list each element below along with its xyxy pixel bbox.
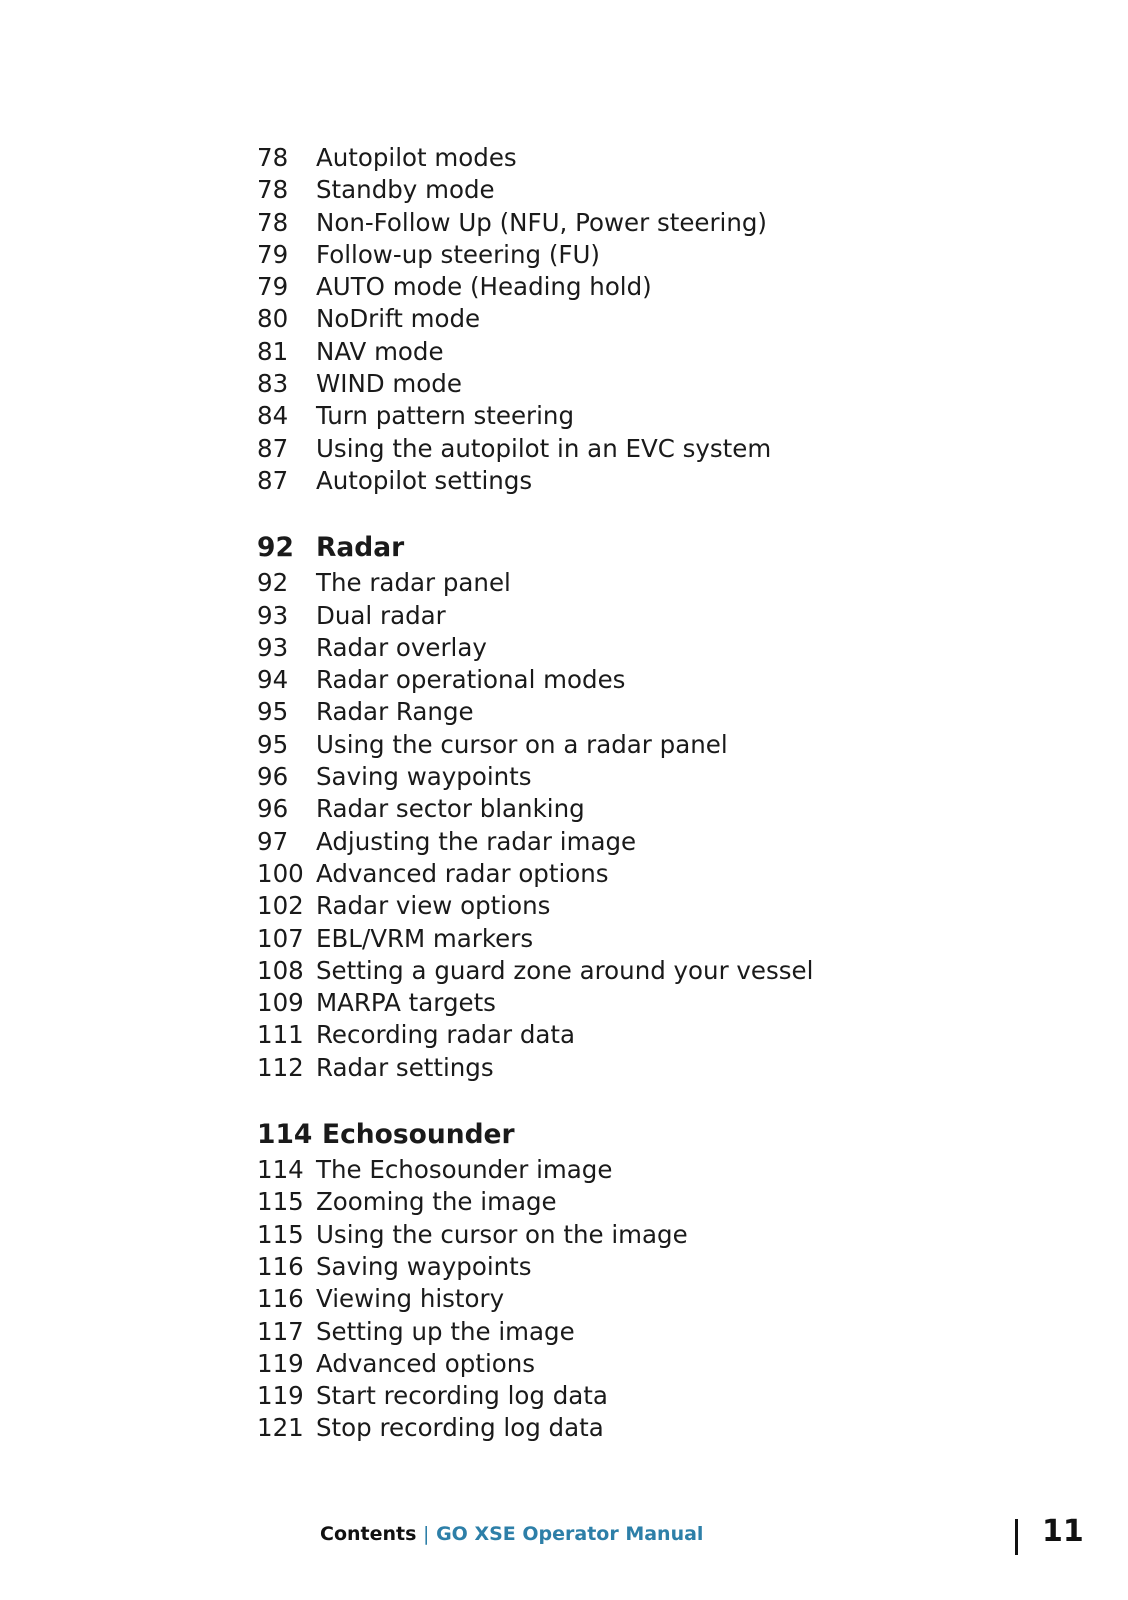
footer-separator: | bbox=[423, 1523, 430, 1545]
toc-entry-page: 109 bbox=[257, 988, 304, 1018]
toc-entry-page: 108 bbox=[257, 955, 304, 985]
toc-entry-title: Standby mode bbox=[316, 175, 495, 205]
toc-entry-page: 97 bbox=[257, 826, 289, 856]
toc-entry-title: Recording radar data bbox=[316, 1020, 576, 1050]
toc-entry[interactable] bbox=[257, 433, 897, 465]
page-number: 11 bbox=[1042, 1514, 1084, 1549]
toc-entry[interactable] bbox=[257, 632, 897, 664]
toc-entry-page: 93 bbox=[257, 632, 289, 662]
toc-entry-page: 95 bbox=[257, 697, 289, 727]
toc-entry-title: Turn pattern steering bbox=[316, 401, 575, 431]
toc-entry-title: Saving waypoints bbox=[316, 1251, 532, 1281]
toc-entry-page: 94 bbox=[257, 665, 289, 695]
toc-entry-title: Radar operational modes bbox=[316, 665, 626, 695]
toc-entry[interactable] bbox=[257, 1052, 897, 1084]
toc-entry[interactable] bbox=[257, 465, 897, 497]
toc-entry-page: 119 bbox=[257, 1381, 304, 1411]
toc-entry-page: 80 bbox=[257, 304, 289, 334]
toc-entry-title: Start recording log data bbox=[316, 1381, 608, 1411]
toc-entry[interactable] bbox=[257, 955, 897, 987]
toc-entry[interactable] bbox=[257, 1283, 897, 1315]
toc-entry[interactable] bbox=[257, 239, 897, 271]
toc-entry-title: AUTO mode (Heading hold) bbox=[316, 272, 652, 302]
toc-entry-title: Using the cursor on the image bbox=[316, 1219, 688, 1249]
toc-entry[interactable] bbox=[257, 696, 897, 728]
toc-entry[interactable] bbox=[257, 1019, 897, 1051]
toc-entry-title: Adjusting the radar image bbox=[316, 826, 637, 856]
toc-entry[interactable] bbox=[257, 336, 897, 368]
toc-entry[interactable] bbox=[257, 890, 897, 922]
toc-entry-title: Radar settings bbox=[316, 1052, 494, 1082]
toc-entry[interactable] bbox=[257, 142, 897, 174]
toc-entry-title: Follow-up steering (FU) bbox=[316, 239, 600, 269]
toc-entry-page: 117 bbox=[257, 1316, 304, 1346]
toc-entry-title: Autopilot settings bbox=[316, 465, 533, 495]
toc-entry-page: 111 bbox=[257, 1020, 304, 1050]
section-heading-title: Radar bbox=[316, 532, 405, 564]
toc-entry[interactable] bbox=[257, 826, 897, 858]
toc-entry-page: 112 bbox=[257, 1052, 304, 1082]
toc-entry[interactable] bbox=[257, 987, 897, 1019]
toc-entry-page: 79 bbox=[257, 239, 289, 269]
toc-entry-page: 115 bbox=[257, 1219, 304, 1249]
toc-entry[interactable] bbox=[257, 271, 897, 303]
toc-entry-title: EBL/VRM markers bbox=[316, 923, 534, 953]
toc-entry-title: Using the autopilot in an EVC system bbox=[316, 433, 772, 463]
toc-entry-title: Advanced radar options bbox=[316, 858, 609, 888]
toc-entry[interactable] bbox=[257, 600, 897, 632]
toc-entry[interactable] bbox=[257, 1380, 897, 1412]
toc-entry[interactable] bbox=[257, 729, 897, 761]
footer-label: Contents bbox=[320, 1523, 417, 1545]
toc-entry-page: 87 bbox=[257, 433, 289, 463]
toc-entry[interactable] bbox=[257, 664, 897, 696]
toc-entry-page: 121 bbox=[257, 1413, 304, 1443]
toc-entry-title: NoDrift mode bbox=[316, 304, 481, 334]
toc-entry-title: The Echosounder image bbox=[316, 1155, 613, 1185]
toc-entry[interactable] bbox=[257, 1186, 897, 1218]
toc-entry-title: Autopilot modes bbox=[316, 143, 517, 172]
toc-entry-page: 96 bbox=[257, 762, 289, 792]
toc-entry-title: NAV mode bbox=[316, 336, 444, 366]
section-heading-title: Echosounder bbox=[322, 1119, 515, 1151]
toc-entry-title: Advanced options bbox=[316, 1348, 536, 1378]
toc-entry[interactable] bbox=[257, 174, 897, 206]
toc-entry[interactable] bbox=[257, 858, 897, 890]
toc-section bbox=[257, 1116, 897, 1445]
toc-entry-page: 84 bbox=[257, 401, 289, 431]
page-footer bbox=[320, 1523, 703, 1545]
toc-entry-page: 116 bbox=[257, 1284, 304, 1314]
toc-entry-page: 92 bbox=[257, 568, 289, 598]
toc-entry-page: 116 bbox=[257, 1251, 304, 1281]
toc-entry-page: 100 bbox=[257, 858, 304, 888]
toc-entry[interactable] bbox=[257, 1154, 897, 1186]
toc-entry-page: 81 bbox=[257, 336, 289, 366]
toc-entry-page: 78 bbox=[257, 143, 289, 172]
page-number-divider bbox=[1015, 1519, 1018, 1555]
toc-entry[interactable] bbox=[257, 1348, 897, 1380]
toc-entry[interactable] bbox=[257, 923, 897, 955]
toc-entry-title: Radar overlay bbox=[316, 632, 487, 662]
toc-entry-title: Radar sector blanking bbox=[316, 794, 585, 824]
section-heading-page: 92 bbox=[257, 532, 294, 564]
toc-entry[interactable] bbox=[257, 1251, 897, 1283]
toc-entry-page: 96 bbox=[257, 794, 289, 824]
toc-entry-page: 78 bbox=[257, 175, 289, 205]
toc-entry-page: 107 bbox=[257, 923, 304, 953]
section-heading[interactable] bbox=[257, 1116, 897, 1154]
toc-section bbox=[257, 529, 897, 1084]
toc-entry-title: Dual radar bbox=[316, 600, 446, 630]
toc-entry-title: Saving waypoints bbox=[316, 762, 532, 792]
toc-entry-title: The radar panel bbox=[316, 568, 511, 598]
toc-entry-page: 79 bbox=[257, 272, 289, 302]
toc-entry-page: 119 bbox=[257, 1348, 304, 1378]
toc-entry-page: 93 bbox=[257, 600, 289, 630]
toc-entry[interactable] bbox=[257, 400, 897, 432]
toc-entry[interactable] bbox=[257, 793, 897, 825]
footer-manual-title: GO XSE Operator Manual bbox=[436, 1523, 704, 1545]
toc-entry[interactable] bbox=[257, 368, 897, 400]
toc-entry-page: 87 bbox=[257, 465, 289, 495]
toc-entry-page: 78 bbox=[257, 207, 289, 237]
toc-entry[interactable] bbox=[257, 207, 897, 239]
toc-entry-title: Non-Follow Up (NFU, Power steering) bbox=[316, 207, 767, 237]
toc-entry-title: Setting up the image bbox=[316, 1316, 575, 1346]
toc-section bbox=[257, 142, 897, 497]
toc-entry-page: 114 bbox=[257, 1155, 304, 1185]
toc-entry[interactable] bbox=[257, 1219, 897, 1251]
toc-entry[interactable] bbox=[257, 303, 897, 335]
section-heading[interactable] bbox=[257, 529, 897, 567]
toc-entry[interactable] bbox=[257, 1316, 897, 1348]
toc-entry-page: 83 bbox=[257, 369, 289, 399]
toc-entry-title: Radar Range bbox=[316, 697, 474, 727]
section-heading-page: 114 bbox=[257, 1119, 313, 1151]
toc-entry-title: Viewing history bbox=[316, 1284, 505, 1314]
table-of-contents bbox=[257, 142, 897, 1445]
toc-entry-title: Zooming the image bbox=[316, 1187, 557, 1217]
toc-entry-page: 115 bbox=[257, 1187, 304, 1217]
toc-entry-title: Setting a guard zone around your vessel bbox=[316, 955, 814, 985]
toc-entry[interactable] bbox=[257, 761, 897, 793]
toc-entry-title: Stop recording log data bbox=[316, 1413, 604, 1443]
toc-entry[interactable] bbox=[257, 1412, 897, 1444]
toc-entry-title: Radar view options bbox=[316, 891, 551, 921]
toc-entry-title: Using the cursor on a radar panel bbox=[316, 729, 728, 759]
toc-entry-page: 95 bbox=[257, 729, 289, 759]
toc-entry-title: WIND mode bbox=[316, 369, 462, 399]
toc-entry-page: 102 bbox=[257, 891, 304, 921]
toc-entry[interactable] bbox=[257, 567, 897, 599]
toc-entry-title: MARPA targets bbox=[316, 988, 496, 1018]
